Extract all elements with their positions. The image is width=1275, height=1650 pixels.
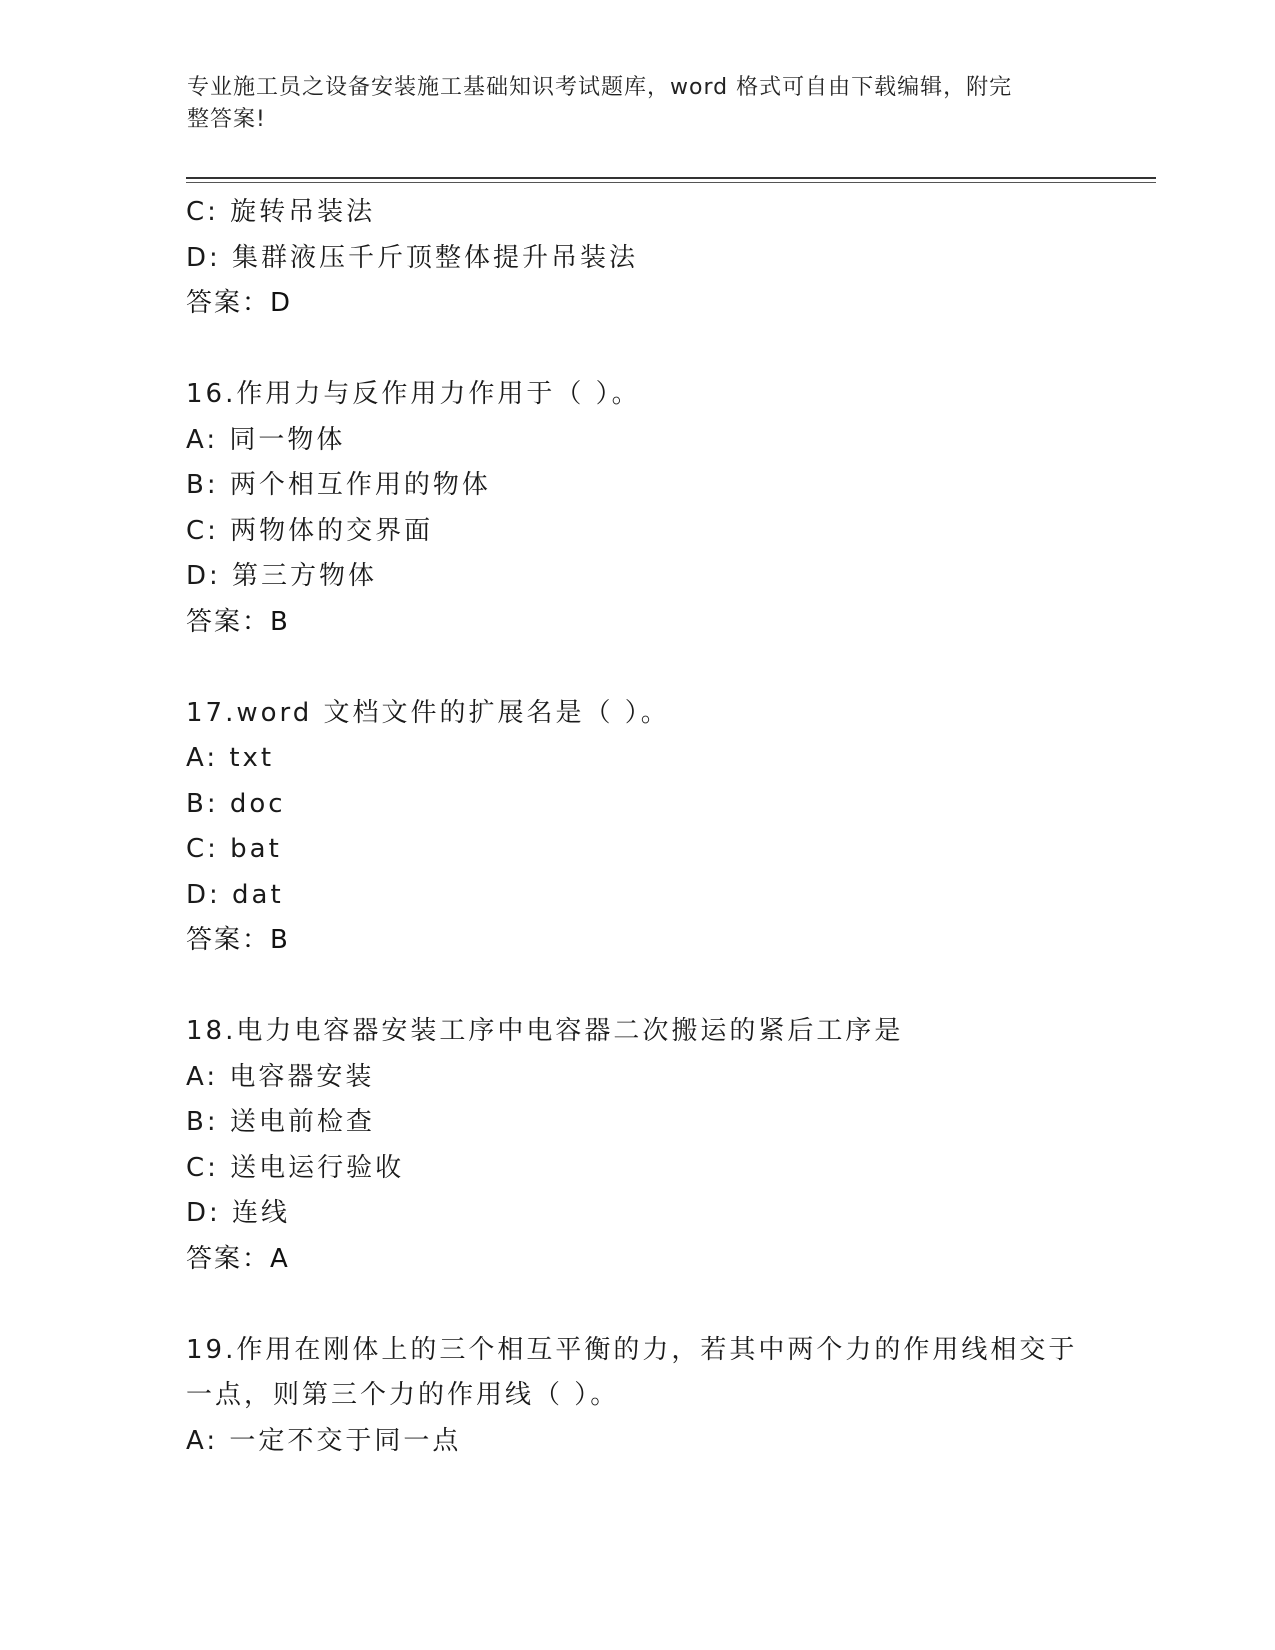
option-a: A: 同一物体	[186, 424, 346, 455]
option-a: A: 一定不交于同一点	[186, 1425, 462, 1456]
header-rule-thin	[186, 182, 1156, 183]
question-block-19	[186, 1328, 1086, 1465]
question-block-18	[186, 1009, 1086, 1282]
option-a: A: txt	[186, 743, 275, 773]
question-content	[186, 190, 1086, 1464]
answer-line: 答案：B	[186, 925, 290, 955]
spacer	[186, 327, 1086, 373]
option-d: D: 集群液压千斤顶整体提升吊装法	[186, 242, 639, 273]
option-b: B: doc	[186, 788, 286, 819]
question-stem-line-1: 19.作用在刚体上的三个相互平衡的力，若其中两个力的作用线相交于	[186, 1334, 1078, 1365]
header-line-1: 专业施工员之设备安装施工基础知识考试题库，word 格式可自由下载编辑，附完	[187, 75, 1013, 100]
document-header	[187, 72, 1087, 136]
spacer	[186, 645, 1086, 691]
question-block-17	[186, 691, 1086, 964]
answer-line: 答案：A	[186, 1243, 290, 1274]
option-c: C: 送电运行验收	[186, 1152, 405, 1183]
option-a: A: 电容器安装	[186, 1061, 375, 1092]
question-stem-line-2: 一点，则第三个力的作用线（ ）。	[186, 1380, 620, 1410]
option-c: C: bat	[186, 834, 282, 864]
header-line-2: 整答案!	[187, 107, 266, 132]
answer-line: 答案：D	[186, 288, 293, 318]
option-c: C: 两物体的交界面	[186, 515, 434, 546]
option-d: D: 第三方物体	[186, 561, 378, 591]
question-stem: 18.电力电容器安装工序中电容器二次搬运的紧后工序是	[186, 1016, 904, 1046]
answer-line: 答案：B	[186, 606, 290, 637]
option-d: D: dat	[186, 879, 284, 910]
option-b: B: 两个相互作用的物体	[186, 470, 491, 500]
question-stem: 17.word 文档文件的扩展名是（ ）。	[186, 697, 670, 728]
option-c: C: 旋转吊装法	[186, 197, 376, 227]
option-d: D: 连线	[186, 1198, 291, 1228]
spacer	[186, 964, 1086, 1010]
question-block-prev	[186, 190, 1086, 327]
question-block-16	[186, 372, 1086, 645]
spacer	[186, 1282, 1086, 1328]
header-rule-thick	[186, 177, 1156, 179]
option-b: B: 送电前检查	[186, 1107, 375, 1137]
question-stem: 16.作用力与反作用力作用于（ ）。	[186, 379, 641, 409]
